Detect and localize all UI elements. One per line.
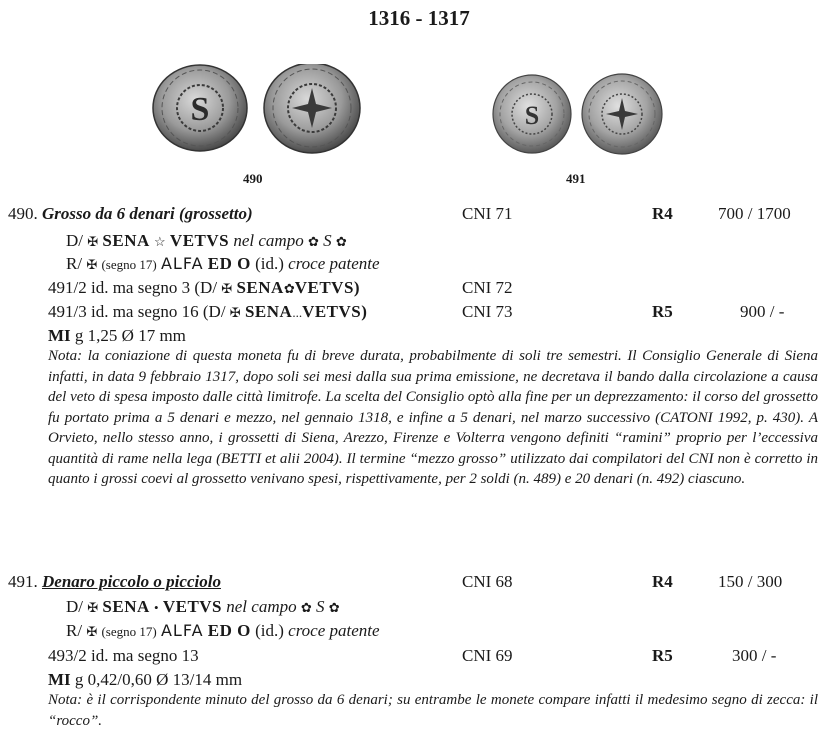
obverse-prefix: D/ — [66, 231, 83, 250]
entry-490-title-line — [8, 204, 253, 224]
entry-title-paren-close: ) — [246, 204, 253, 223]
reverse-sign: (segno 17) — [101, 257, 157, 272]
svg-text:S: S — [524, 101, 540, 130]
reverse-legend-b: ED O — [207, 254, 251, 273]
entry-490-reverse — [66, 254, 380, 275]
obverse-legend-a: SENA — [102, 231, 150, 250]
entry-490-variant-1-cni: CNI 72 — [462, 278, 513, 297]
obverse-field-letter: S — [323, 231, 332, 250]
reverse-id: (id.) — [255, 254, 284, 273]
entry-number: 491. — [8, 572, 38, 591]
reverse-legend-b: ED O — [207, 621, 251, 640]
entry-491-variant-1-rarity: R5 — [652, 646, 673, 665]
entry-491-rarity: R4 — [652, 572, 673, 591]
entry-491-variant-1 — [48, 646, 199, 666]
rosette-icon: ✿ — [307, 234, 319, 249]
entry-491-reverse — [66, 621, 380, 642]
entry-title-paren-open: ( — [178, 204, 185, 223]
cross-icon: ✠ — [86, 257, 98, 272]
dot-icon: • — [154, 600, 159, 615]
rosette-icon: ✿ — [335, 234, 347, 249]
reverse-id: (id.) — [255, 621, 284, 640]
entry-title: Grosso da 6 denari — [42, 204, 175, 223]
entry-491-price: 150 / 300 — [718, 572, 783, 591]
entry-491-variant-1-price: 300 / - — [732, 646, 777, 665]
entry-491-title-line — [8, 572, 221, 592]
entry-490-variant-2-price: 900 / - — [740, 302, 785, 321]
obverse-field-letter: S — [316, 597, 325, 616]
reverse-sign: (segno 17) — [101, 624, 157, 639]
entry-490-note: Nota: la coniazione di questa moneta fu di breve durata, probabilmente di soli tre semestri. Il Consiglio Generale di Siena infatti, in data 9 febbraio 1317, dopo soli sei mesi dalla sua prima emissione, ne decretava il bando dalla circolazione a causa del veto di spesa imposto dalle città limitrofe. La scelta del Consiglio optò alla fine per un deprezzamento: il corso del grossetto fu portato prima a 5 denari e mezzo, nel gennaio 1318, e infine a 5 denari, nel marzo successivo (CATONI 1992, p. 430). A Orvieto, nello stesso anno, i grossetti di Siena, Arezzo, Firenze e Volterra vengono definiti “ramini” proprio per l’eccessiva quantità di rame nella lega (BETTI et alii 2004). Il termine “mezzo grosso” utilizzato dai compilatori del CNI non è corretto in quanto i grossi coevi al grossetto venivano spesi, rispettivamente, per 2 soldi (n. 489) e 20 denari (n. 492) ciascuno. — [48, 348, 818, 487]
metal: MI — [48, 326, 71, 345]
star-icon: ☆ — [154, 234, 166, 249]
obverse-legend-a: SENA — [102, 597, 150, 616]
coin-491-reverse — [582, 74, 662, 154]
cross-icon: ✠ — [229, 305, 241, 320]
svg-text:S: S — [190, 91, 210, 128]
entry-490-obverse — [66, 231, 347, 252]
metal: MI — [48, 670, 71, 689]
entry-491-obverse — [66, 597, 340, 618]
reverse-legend-a: ALFA — [160, 621, 204, 640]
coin-490-label: 490 — [243, 171, 263, 186]
entry-490-cni: CNI 71 — [462, 204, 513, 223]
obverse-legend-b: VETVS — [169, 231, 230, 250]
entry-490-variant-2 — [48, 302, 367, 323]
coin-491-label: 491 — [566, 171, 586, 186]
variant-text: 493/2 id. ma segno 13 — [48, 646, 199, 665]
obverse-field: nel campo — [226, 597, 297, 616]
coin-490-obverse — [153, 65, 247, 151]
entry-491-note: Nota: è il corrispondente minuto del grosso da 6 denari; su entrambe le monete compare infatti il medesimo segno di zecca: il “rocco”. — [48, 692, 818, 729]
page-heading: 1316 - 1317 — [368, 6, 470, 30]
variant-text: 491/3 id. ma segno 16 (D/ — [48, 302, 226, 321]
entry-490-rarity: R4 — [652, 204, 673, 223]
rosette-icon: ✿ — [283, 281, 295, 296]
entry-490-specs — [48, 326, 186, 346]
coin-490-photo — [144, 64, 366, 162]
coin-490-reverse — [264, 64, 360, 153]
reverse-desc: croce patente — [288, 621, 380, 640]
cross-icon: ✠ — [221, 281, 233, 296]
cross-icon: ✠ — [87, 600, 99, 615]
obverse-prefix: D/ — [66, 597, 83, 616]
entry-490-variant-1 — [48, 278, 360, 299]
variant-legend-a: SENA — [244, 302, 293, 321]
variant-text: 491/2 id. ma segno 3 (D/ — [48, 278, 218, 297]
cross-icon: ✠ — [87, 234, 99, 249]
entry-490-variant-2-rarity: R5 — [652, 302, 673, 321]
cross-icon: ✠ — [86, 624, 98, 639]
variant-legend-b: VETVS) — [294, 278, 361, 297]
reverse-legend-a: ALFA — [160, 254, 204, 273]
variant-legend-a: SENA — [236, 278, 284, 297]
reverse-desc: croce patente — [288, 254, 380, 273]
entry-490-price: 700 / 1700 — [718, 204, 791, 223]
entry-title-alt: grossetto — [184, 204, 247, 223]
entry-title: Denaro piccolo o picciolo — [42, 572, 221, 591]
dots-icon: ... — [292, 305, 303, 320]
obverse-field: nel campo — [233, 231, 304, 250]
obverse-legend-b: VETVS — [162, 597, 223, 616]
reverse-prefix: R/ — [66, 254, 83, 273]
variant-legend-b: VETVS) — [302, 302, 368, 321]
entry-491-specs — [48, 670, 242, 690]
weight-diameter: g 1,25 Ø 17 mm — [74, 326, 186, 345]
coin-491-obverse — [493, 75, 571, 153]
rosette-icon: ✿ — [328, 600, 340, 615]
entry-number: 490. — [8, 204, 38, 223]
coin-491-photo — [488, 70, 668, 160]
entry-491-cni: CNI 68 — [462, 572, 513, 591]
entry-490-variant-2-cni: CNI 73 — [462, 302, 513, 321]
entry-491-variant-1-cni: CNI 69 — [462, 646, 513, 665]
weight-diameter: g 0,42/0,60 Ø 13/14 mm — [74, 670, 243, 689]
reverse-prefix: R/ — [66, 621, 83, 640]
rosette-icon: ✿ — [300, 600, 312, 615]
